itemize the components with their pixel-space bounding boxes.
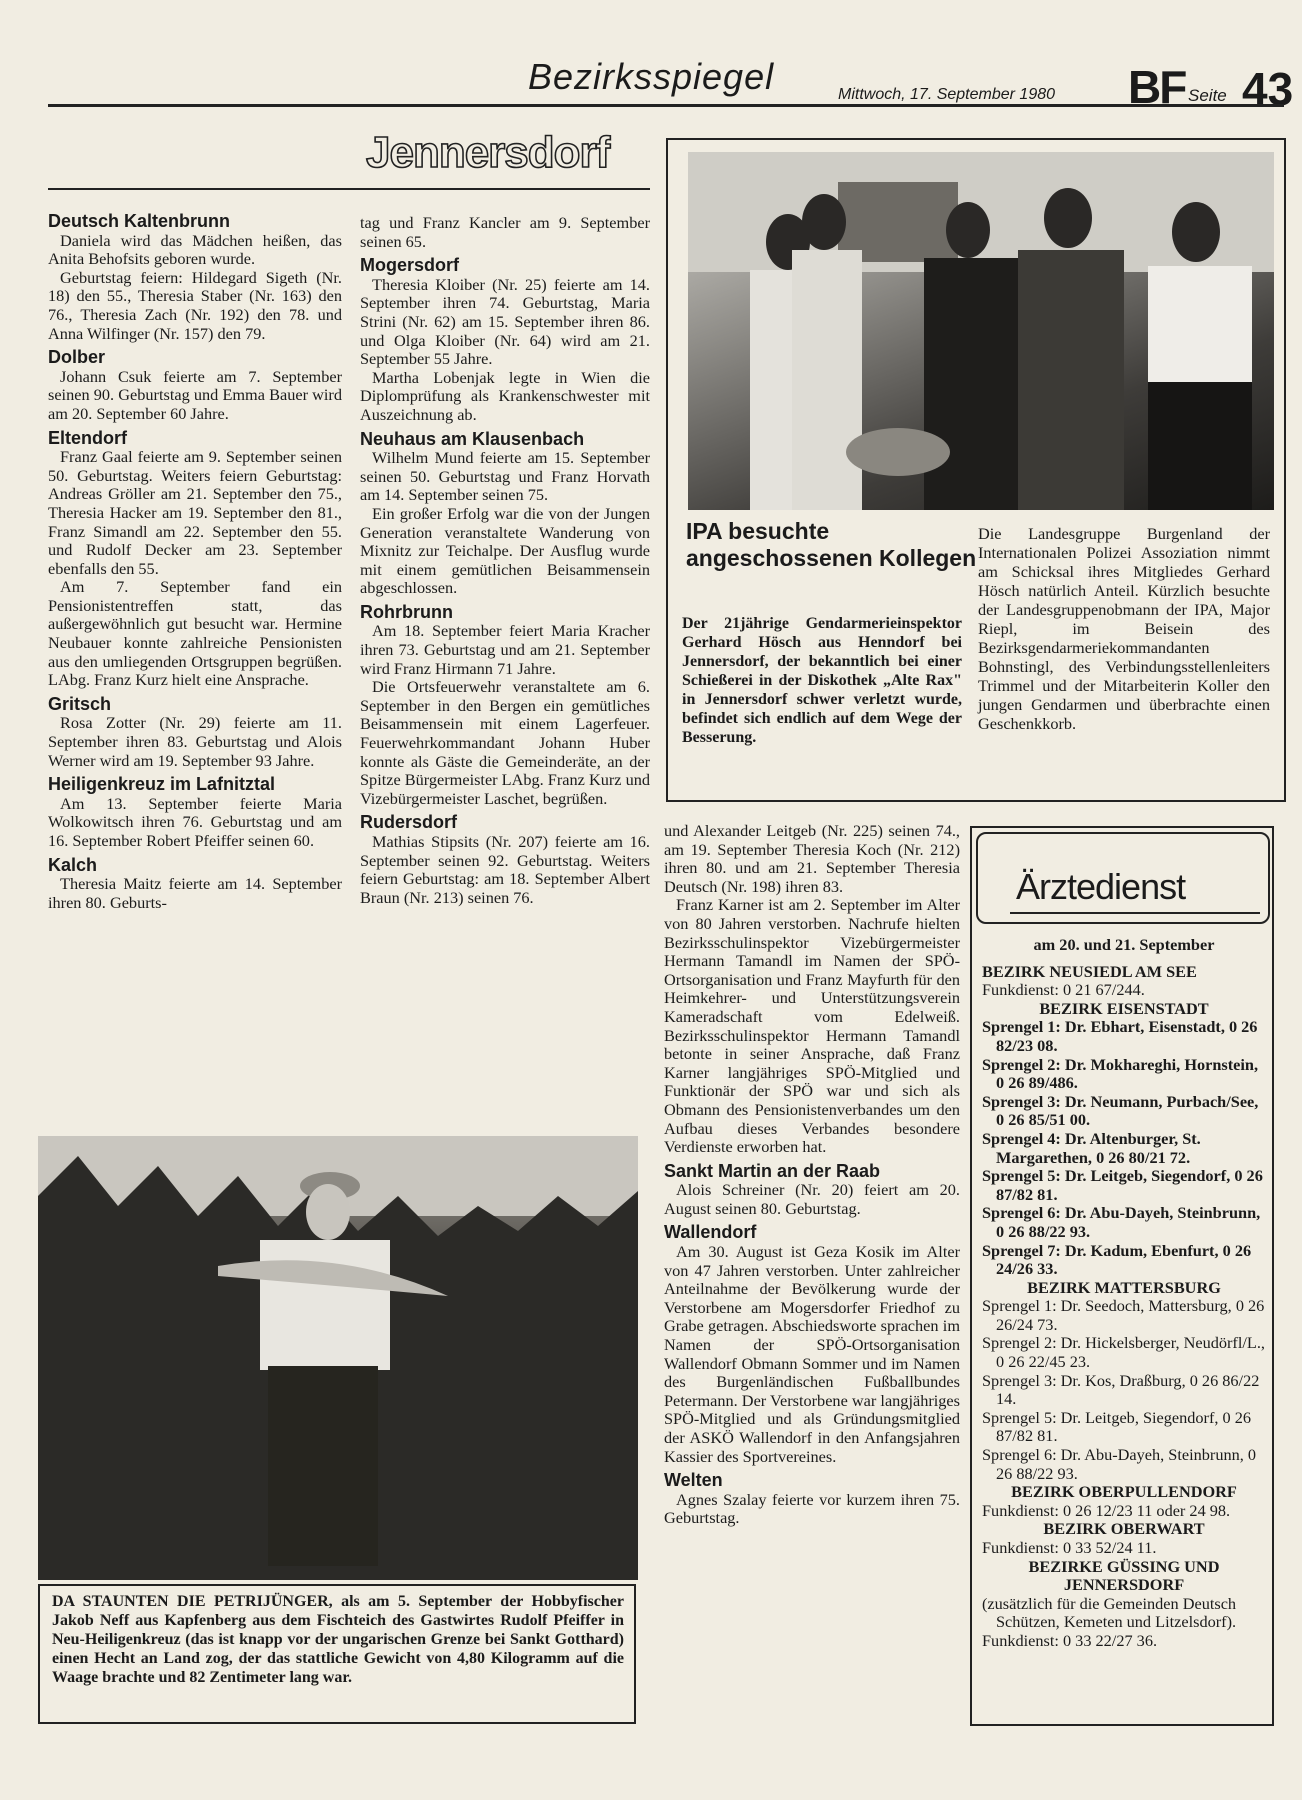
paragraph: Alois Schreiner (Nr. 20) feiert am 20. August seinen 80. Geburtstag.: [664, 1180, 960, 1218]
group-photo: [688, 152, 1274, 510]
district-note: (zusätzlich für die Gemeinden Deutsch Schützen, Kemeten und Litzelsdorf).: [982, 1593, 1237, 1632]
caption-lead: DA STAUNTEN DIE PETRIJÜNGER,: [52, 1593, 333, 1610]
paragraph: Agnes Szalay feierte vor kurzem ihren 75. Geburtstag.: [664, 1489, 960, 1528]
paragraph: Ein großer Erfolg war die von der Jungen Generation veranstaltete Wanderung von Mixnitz zur Teichalpe. Der Ausflug wurde mit einem gemütlichen Beisammensein abgeschlossen.: [360, 503, 650, 598]
aerzte-date: am 20. und 21. September: [1033, 935, 1215, 954]
column-2: [360, 214, 650, 907]
column-3: [664, 822, 960, 1528]
district-entry: Sprengel 5: Dr. Leitgeb, Siegendorf, 0 26 87/82 81.: [982, 1407, 1252, 1446]
page-number: 43: [1242, 63, 1294, 115]
heading-rohrbrunn: Rohrbrunn: [360, 601, 453, 622]
ipa-headline: IPA besuchte angeschossenen Kollegen: [686, 518, 977, 571]
paragraph: Die Ortsfeuerwehr veranstaltete am 6. September in den Bergen ein gemütliches Beisammensein mit einem Lagerfeuer. Feuerwehrkommandant Johann Huber konnte als Gäste die Gemeinderäte, an der Spitze Bürgermeister LAbg. Franz Kurz und Vizebürgermeister Laschet, begrüßen.: [360, 677, 650, 808]
district-entry: Funkdienst: 0 33 52/24 11.: [982, 1538, 1157, 1557]
fisher-caption: [52, 1592, 624, 1687]
district-entry: Sprengel 6: Dr. Abu-Dayeh, Steinbrunn, 0 26 88/22 93.: [982, 1203, 1261, 1241]
paragraph: Theresia Kloiber (Nr. 25) feierte am 14. September ihren 74. Geburtstag, Maria Strini (Nr. 62) am 15. September ihren 86. und Olga Kloiber (Nr. 64) wird am 21. September 55 Jahre.: [360, 274, 650, 369]
paragraph: Martha Lobenjak legte in Wien die Diplomprüfung als Krankenschwester mit Auszeichnung ab.: [360, 367, 650, 424]
heading-wallendorf: Wallendorf: [664, 1222, 757, 1243]
section-rule: [48, 188, 650, 190]
page-label: Seite: [1188, 86, 1227, 105]
heading-deutsch-kaltenbrunn: Deutsch Kaltenbrunn: [48, 211, 231, 231]
header-title: Bezirksspiegel: [528, 56, 775, 97]
district-heading: BEZIRK OBERWART: [1043, 1519, 1205, 1539]
paragraph: Wilhelm Mund feierte am 15. September seinen 50. Geburtstag und Franz Horvath am 14. September seinen 75.: [360, 448, 650, 505]
newspaper-logo: BF: [1128, 61, 1186, 113]
ipa-body: Die Landesgruppe Burgenland der Internationalen Polizei Assoziation nimmt am Schicksal ihres Mitgliedes Gerhard Hösch natürlich Anteil. Kürzlich besuchte der Landesgruppenobmann der IPA, Major Riepl, im Beisein des Bezirksgendarmeriekommandanten Bohnstingl, des Verbindungsstellenleiters Trimmel und der Mitarbeiterin Koller den jungen Gendarmen und überbrachte einen Geschenkkorb.: [978, 524, 1270, 733]
section-title: Jennersdorf: [366, 128, 610, 177]
heading-gritsch: Gritsch: [48, 693, 112, 714]
heading-kalch: Kalch: [48, 854, 98, 875]
paragraph: Theresia Maitz feierte am 14. September ihren 80. Geburts-: [48, 874, 342, 912]
group-photo-illustration: [688, 152, 1274, 510]
header-rule: [48, 104, 1284, 107]
district-entry: Sprengel 6: Dr. Abu-Dayeh, Steinbrunn, 0 26 88/22 93.: [982, 1445, 1257, 1483]
district-entry: Sprengel 2: Dr. Hickelsberger, Neudörfl/L., 0 26 22/45 23.: [982, 1333, 1265, 1372]
district-entry: Sprengel 3: Dr. Neumann, Purbach/See, 0 26 85/51 00.: [982, 1091, 1259, 1130]
ipa-lead: Der 21jährige Gendarmerieinspektor Gerhard Hösch aus Henndorf bei Jennersdorf, der bekanntlich bei einer Schießerei in der Diskothek „Alte Rax" in Jennersdorf schwer verletzt wurde, befindet sich endlich auf dem Wege der Besserung.: [682, 615, 962, 746]
heading-welten: Welten: [664, 1470, 723, 1491]
paragraph: Rosa Zotter (Nr. 29) feierte am 11. September ihren 83. Geburtstag und Alois Werner wird am 19. September 93 Jahre.: [48, 713, 342, 770]
aerztedienst-title: Ärztedienst: [1016, 866, 1186, 907]
district-entry: Sprengel 7: Dr. Kadum, Ebenfurt, 0 26 24/26 33.: [982, 1240, 1252, 1279]
district-heading: BEZIRK EISENSTADT: [1039, 998, 1209, 1018]
fisher-photo-illustration: [38, 1136, 638, 1580]
heading-neuhaus: Neuhaus am Klausenbach: [360, 428, 585, 449]
heading-dolber: Dolber: [48, 347, 106, 368]
paragraph: Am 30. August ist Geza Kosik im Alter von 47 Jahren verstorben. Unter zahlreicher Anteilnahme der Bevölkerung wurde der Verstorbene am Mogersdorfer Friedhof zu Grabe getragen. Abschiedsworte sprachen im Namen der SPÖ-Ortsorganisation Wallendorf Obmann Sommer und im Namen des Burgenländischen Fußballbundes Petermann. Der Verstorbene war langjähriges SPÖ-Mitglied und als Gründungsmitglied der ASKÖ Wallendorf in den Anfangsjahren Kassier des Sportvereines.: [664, 1242, 960, 1466]
heading-eltendorf: Eltendorf: [48, 427, 127, 448]
column-1: [48, 212, 342, 912]
fisher-photo: [38, 1136, 638, 1580]
heading-heiligenkreuz: Heiligenkreuz im Lafnitztal: [48, 774, 276, 795]
paragraph: Am 13. September feierte Maria Wolkowitsch ihren 76. Geburtstag und am 16. September Robert Pfeiffer seinen 60.: [48, 793, 342, 850]
paragraph: Franz Gaal feierte am 9. September seinen 50. Geburtstag. Weiters feiern Geburtstag: Andreas Gröller am 21. September den 75., Theresia Hacker am 19. September den 81., Franz Simandl am 22. September den 55. und Rudolf Decker am 23. September ebenfalls den 55.: [48, 447, 342, 578]
district-entry: Sprengel 5: Dr. Leitgeb, Siegendorf, 0 26 87/82 81.: [982, 1166, 1263, 1204]
district-entry: Funkdienst: 0 26 12/23 11 oder 24 98.: [982, 1500, 1231, 1520]
district-entry: Funkdienst: 0 21 67/244.: [982, 980, 1145, 1000]
paragraph: Geburtstag feiern: Hildegard Sigeth (Nr. 18) den 55., Theresia Staber (Nr. 163) den 76., Theresia Zach (Nr. 192) den 78. und Anna Wilfinger (Nr. 157) den 79.: [48, 267, 342, 343]
district-heading: BEZIRK NEUSIEDL AM SEE: [982, 961, 1197, 981]
district-entry: Sprengel 1: Dr. Seedoch, Mattersburg, 0 26 26/24 73.: [982, 1296, 1265, 1334]
heading-mogersdorf: Mogersdorf: [360, 255, 459, 276]
heading-rudersdorf: Rudersdorf: [360, 812, 458, 833]
aerztedienst-list: [982, 936, 1266, 1651]
district-entry: Sprengel 3: Dr. Kos, Draßburg, 0 26 86/22 14.: [982, 1370, 1260, 1409]
paragraph: und Alexander Leitgeb (Nr. 225) seinen 74., am 19. September Theresia Koch (Nr. 212) ihren 80. und am 21. September Theresia Deutsch (Nr. 198) ihren 83.: [664, 821, 960, 896]
district-heading: BEZIRKE GÜSSING UND JENNERSDORF: [1028, 1556, 1220, 1595]
paragraph: Mathias Stipsits (Nr. 207) feierte am 16. September seinen 92. Geburtstag. Weiters feiern Geburtstag: am 18. September Albert Braun (Nr. 213) seinen 76.: [360, 832, 650, 907]
paragraph: Am 7. September fand ein Pensionistentreffen statt, das außergewöhnlich gut besucht war. Hermine Neubauer konnte zahlreiche Pensionisten aus den umliegenden Ortsgruppen begrüßen. LAbg. Franz Kurz hielt eine Ansprache.: [48, 577, 342, 690]
district-entry: Sprengel 4: Dr. Altenburger, St. Margarethen, 0 26 80/21 72.: [982, 1128, 1201, 1167]
district-heading: BEZIRK MATTERSBURG: [1027, 1277, 1221, 1297]
paragraph: Daniela wird das Mädchen heißen, das Anita Behofsits geboren wurde.: [48, 230, 342, 269]
district-entry: Sprengel 2: Dr. Mokhareghi, Hornstein, 0 26 89/486.: [982, 1054, 1259, 1093]
district-entry: Sprengel 1: Dr. Ebhart, Eisenstadt, 0 26 82/23 08.: [982, 1017, 1258, 1055]
header-date: Mittwoch, 17. September 1980: [838, 86, 1056, 103]
paragraph: tag und Franz Kancler am 9. September seinen 65.: [360, 213, 650, 251]
paragraph: Johann Csuk feierte am 7. September seinen 90. Geburtstag und Emma Bauer wird am 20. September 60 Jahre.: [48, 366, 342, 423]
paragraph: Franz Karner ist am 2. September im Alter von 80 Jahren verstorben. Nachrufe hielten Bezirksschulinspektor Vizebürgermeister Hermann Tamandl im Namen der SPÖ-Ortsorganisation und Franz Mayfurth für den Heimkehrer- und Unterstützungsverein Kameradschaft vom Edelweiß. Bezirksschulinspektor Hermann Tamandl betonte in seiner Ansprache, daß Franz Karner langjähriges SPÖ-Mitglied und Funktionär der SPÖ war und sich als Obmann des Pensionistenverbandes um den Aufbau dieses Verbandes besondere Verdienste erworben hat.: [664, 895, 960, 1157]
caption-body: als am 5. September der Hobbyfischer Jakob Neff aus Kapfenberg aus dem Fischteich des Gastwirtes Rudolf Pfeiffer in Neu-Heiligenkreuz (das ist knapp vor der ungarischen Grenze bei Sankt Gotthard) einen Hecht an Land zog, der das stattliche Gewicht von 4,80 Kilogramm auf die Waage brachte und 82 Zentimeter lang war.: [52, 1593, 624, 1686]
heading-sankt-martin: Sankt Martin an der Raab: [664, 1160, 881, 1181]
district-heading: BEZIRK OBERPULLENDORF: [1011, 1482, 1237, 1502]
district-entry: Funkdienst: 0 33 22/27 36.: [982, 1630, 1158, 1650]
aerztedienst-underline: [1010, 912, 1260, 914]
paragraph: Am 18. September feiert Maria Kracher ihren 73. Geburtstag und am 21. September wird Franz Hirmann 71 Jahre.: [360, 621, 650, 678]
